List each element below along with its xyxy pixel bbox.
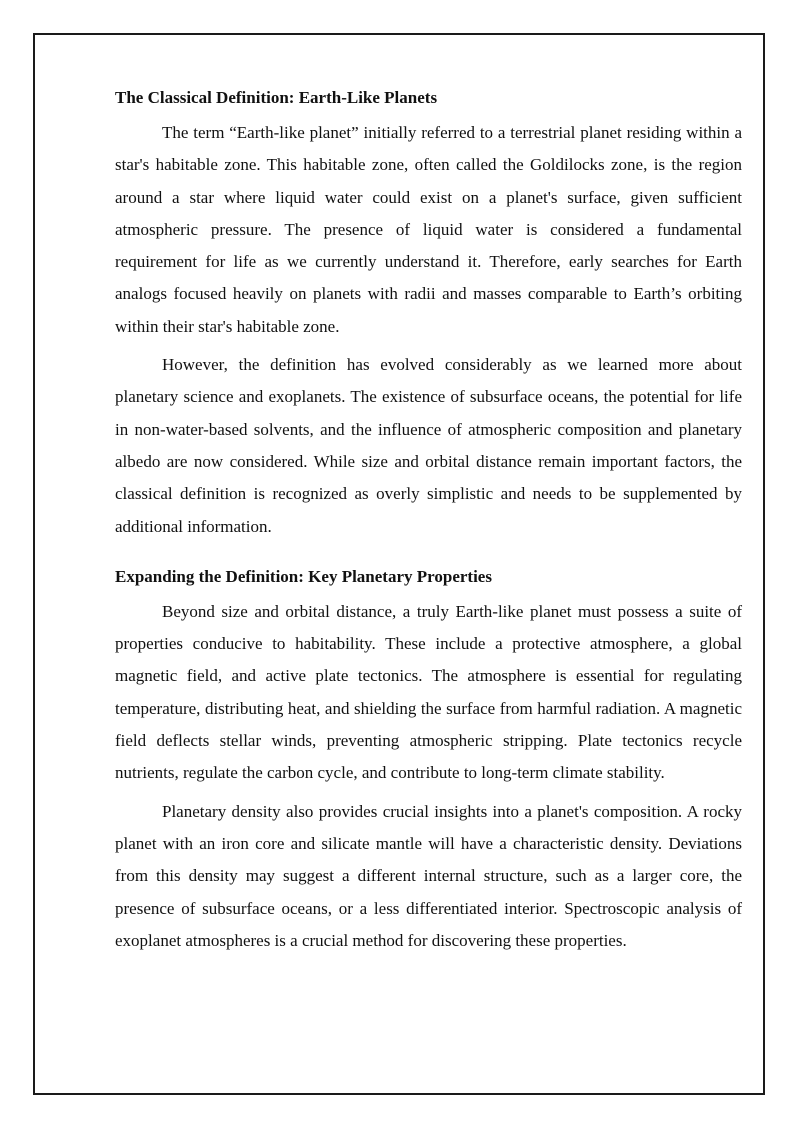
paragraph: Beyond size and orbital distance, a truly Earth-like planet must possess a suite of properties conducive to habitability. These include a protective atmosphere, a global magnetic field, and active plate tectonics. The atmosphere is essential for regulating temperature, distributing heat, and shielding the surface from harmful radiation. A magnetic field deflects stellar winds, preventing atmospheric stripping. Plate tectonics recycle nutrients, regulate the carbon cycle, and contribute to long-term climate stability. <box>115 601 742 783</box>
paragraph: Planetary density also provides crucial insights into a planet's composition. A rocky planet with an iron core and silicate mantle will have a characteristic density. Deviations from this density may suggest a different internal structure, such as a larger core, the presence of subsurface oceans, or a less differentiated interior. Spectroscopic analysis of exoplanet atmospheres is a crucial method for discovering these properties. <box>115 801 742 950</box>
section-heading-classical-definition: The Classical Definition: Earth-Like Planets <box>115 88 438 107</box>
paragraph: The term “Earth-like planet” initially referred to a terrestrial planet residing within a star's habitable zone. This habitable zone, often called the Goldilocks zone, is the region around a star where liquid water could exist on a planet's surface, given sufficient atmospheric pressure. The presence of liquid water is considered a fundamental requirement for life as we currently understand it. Therefore, early searches for Earth analogs focused heavily on planets with radii and masses comparable to Earth’s orbiting within their star's habitable zone. <box>115 123 742 336</box>
paragraph: However, the definition has evolved considerably as we learned more about planetary science and exoplanets. The existence of subsurface oceans, the potential for life in non-water-based solvents, and the influence of atmospheric composition and planetary albedo are now considered. While size and orbital distance remain important factors, the classical definition is recognized as overly simplistic and needs to be supplemented by additional information. <box>115 355 742 536</box>
document-body <box>115 86 742 963</box>
section-heading-key-properties: Expanding the Definition: Key Planetary Properties <box>115 566 492 586</box>
